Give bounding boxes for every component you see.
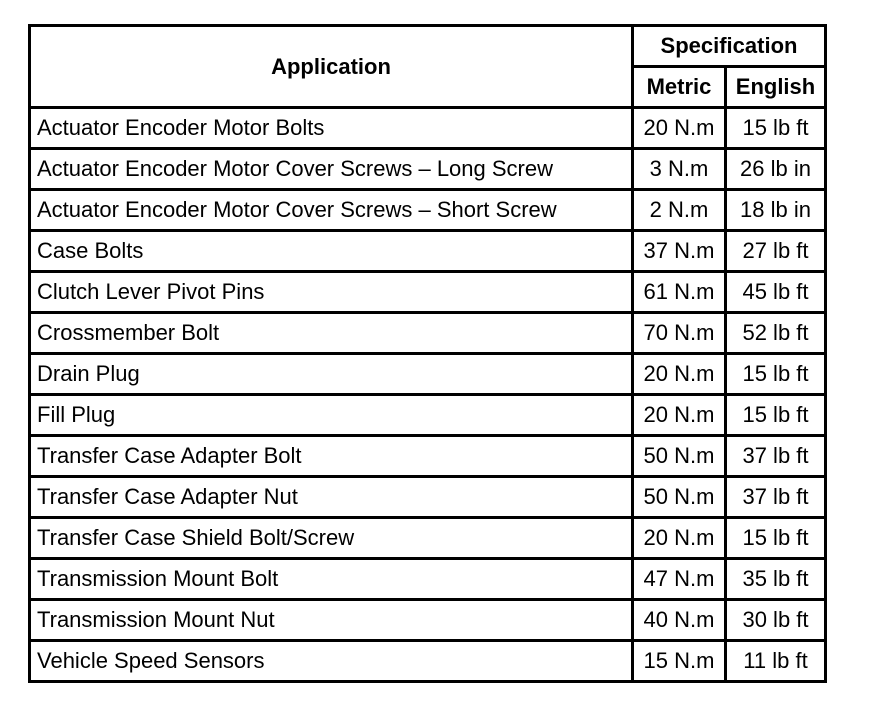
english-cell: 45 lb ft — [726, 272, 826, 313]
table-row — [30, 149, 826, 190]
english-cell: 37 lb ft — [726, 477, 826, 518]
application-cell: Transfer Case Adapter Bolt — [30, 436, 633, 477]
metric-cell: 15 N.m — [633, 641, 726, 682]
metric-cell: 20 N.m — [633, 395, 726, 436]
table-row — [30, 477, 826, 518]
application-column-header: Application — [30, 26, 633, 108]
english-cell: 26 lb in — [726, 149, 826, 190]
table-row — [30, 559, 826, 600]
application-cell: Drain Plug — [30, 354, 633, 395]
table-row — [30, 395, 826, 436]
table-row — [30, 190, 826, 231]
application-cell: Transmission Mount Nut — [30, 600, 633, 641]
metric-cell: 50 N.m — [633, 436, 726, 477]
table-row — [30, 354, 826, 395]
metric-cell: 61 N.m — [633, 272, 726, 313]
english-cell: 52 lb ft — [726, 313, 826, 354]
metric-cell: 47 N.m — [633, 559, 726, 600]
table-header — [30, 26, 826, 108]
table-row — [30, 108, 826, 149]
table-row — [30, 231, 826, 272]
application-cell: Fill Plug — [30, 395, 633, 436]
english-cell: 30 lb ft — [726, 600, 826, 641]
english-cell: 35 lb ft — [726, 559, 826, 600]
english-column-header: English — [726, 67, 826, 108]
english-cell: 27 lb ft — [726, 231, 826, 272]
application-cell: Case Bolts — [30, 231, 633, 272]
application-cell: Actuator Encoder Motor Cover Screws – Long Screw — [30, 149, 633, 190]
english-cell: 15 lb ft — [726, 354, 826, 395]
application-cell: Actuator Encoder Motor Cover Screws – Short Screw — [30, 190, 633, 231]
application-cell: Vehicle Speed Sensors — [30, 641, 633, 682]
metric-cell: 20 N.m — [633, 518, 726, 559]
table-row — [30, 600, 826, 641]
application-cell: Crossmember Bolt — [30, 313, 633, 354]
table-row — [30, 272, 826, 313]
metric-cell: 70 N.m — [633, 313, 726, 354]
metric-cell: 50 N.m — [633, 477, 726, 518]
application-cell: Transmission Mount Bolt — [30, 559, 633, 600]
table-body — [30, 108, 826, 682]
table-row — [30, 641, 826, 682]
english-cell: 15 lb ft — [726, 108, 826, 149]
metric-column-header: Metric — [633, 67, 726, 108]
english-cell: 37 lb ft — [726, 436, 826, 477]
english-cell: 15 lb ft — [726, 395, 826, 436]
specification-column-header: Specification — [633, 26, 826, 67]
application-cell: Transfer Case Shield Bolt/Screw — [30, 518, 633, 559]
table-row — [30, 518, 826, 559]
metric-cell: 3 N.m — [633, 149, 726, 190]
english-cell: 18 lb in — [726, 190, 826, 231]
english-cell: 15 lb ft — [726, 518, 826, 559]
metric-cell: 20 N.m — [633, 354, 726, 395]
application-cell: Clutch Lever Pivot Pins — [30, 272, 633, 313]
table-row — [30, 436, 826, 477]
application-cell: Transfer Case Adapter Nut — [30, 477, 633, 518]
english-cell: 11 lb ft — [726, 641, 826, 682]
fastener-spec-table — [28, 24, 827, 683]
application-cell: Actuator Encoder Motor Bolts — [30, 108, 633, 149]
metric-cell: 37 N.m — [633, 231, 726, 272]
table-row — [30, 313, 826, 354]
metric-cell: 40 N.m — [633, 600, 726, 641]
metric-cell: 2 N.m — [633, 190, 726, 231]
metric-cell: 20 N.m — [633, 108, 726, 149]
